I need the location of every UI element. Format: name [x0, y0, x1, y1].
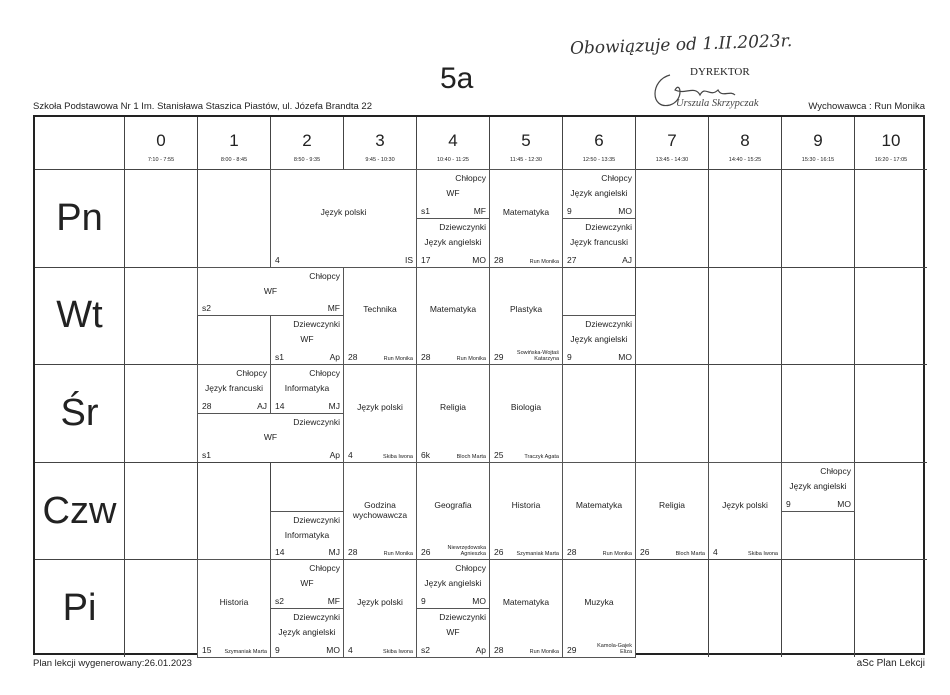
lesson-group: Dziewczynki [439, 221, 486, 232]
lesson-subject: Matematyka [502, 206, 550, 217]
lesson-teacher: Traczyk Agata [524, 453, 559, 460]
period-header [489, 117, 562, 169]
lesson-teacher: MF [327, 303, 340, 314]
period-time: 9:45 - 10:30 [365, 157, 395, 163]
lesson-subject: Historia [511, 499, 541, 510]
timetable-cell [854, 559, 927, 657]
lesson-teacher: Run Monika [383, 356, 413, 363]
lesson-subject: WF [263, 285, 278, 296]
lesson-room: 29 [494, 352, 504, 363]
period-time: 7:10 - 7:55 [147, 157, 175, 163]
lesson-subject: Muzyka [584, 597, 614, 608]
lesson-subject: Język polski [722, 499, 768, 510]
timetable-cell [781, 169, 854, 267]
lesson-room: 9 [786, 498, 791, 509]
lesson-room: 4 [713, 547, 718, 558]
lesson-room: 14 [275, 400, 285, 411]
period-number: 6 [594, 131, 604, 150]
timetable-grid [33, 115, 925, 655]
period-time: 15:30 - 16:15 [801, 157, 835, 163]
timetable-cell [781, 364, 854, 462]
lesson-teacher: MF [327, 596, 340, 607]
lesson-teacher: Skiba Iwona [748, 551, 778, 558]
lesson-teacher: MO [326, 644, 340, 655]
lesson-teacher: Kamola-Gajek Eliza [597, 642, 632, 655]
lesson-block[interactable] [489, 169, 563, 268]
lesson-group: Dziewczynki [585, 319, 632, 330]
period-number: 2 [302, 131, 312, 150]
lesson-room: 28 [348, 352, 358, 363]
period-number: 5 [521, 131, 531, 150]
lesson-room: 9 [567, 205, 572, 216]
lesson-group: Chłopcy [455, 173, 486, 183]
lesson-block[interactable] [416, 559, 490, 609]
lesson-room: 29 [567, 644, 577, 655]
lesson-subject: WF [446, 627, 460, 638]
lesson-teacher: Szymaniak Marta [224, 648, 267, 655]
lesson-teacher: Bloch Marta [675, 551, 705, 558]
lesson-room: s2 [202, 303, 211, 314]
lesson-block[interactable] [489, 364, 563, 463]
lesson-subject: Język angielski [278, 627, 336, 638]
lesson-teacher: IS [404, 254, 413, 265]
software-credit: aSc Plan Lekcji [856, 658, 925, 669]
lesson-subject: Informatyka [284, 383, 330, 394]
lesson-block[interactable] [197, 364, 271, 414]
lesson-teacher: MJ [328, 400, 340, 411]
lesson-subject: Język francuski [204, 383, 264, 394]
lesson-teacher: MO [618, 205, 632, 216]
lesson-subject: Religia [440, 401, 466, 412]
lesson-subject: Język polski [320, 206, 367, 217]
lesson-room: 26 [494, 547, 504, 558]
period-time: 16:20 - 17:05 [874, 157, 908, 163]
lesson-group: Chłopcy [236, 368, 267, 379]
lesson-room: 15 [202, 644, 212, 655]
lesson-teacher: MO [837, 498, 851, 509]
period-header [854, 117, 927, 169]
lesson-room: 26 [640, 547, 650, 558]
period-time: 8:00 - 8:45 [220, 157, 248, 163]
lesson-block[interactable] [270, 511, 344, 561]
lesson-block[interactable] [270, 559, 344, 609]
lesson-room: 28 [348, 547, 358, 558]
period-number: 7 [667, 131, 677, 150]
stamp-title: DYREKTOR [690, 66, 750, 78]
lesson-subject: Godzina wychowawcza [352, 499, 408, 520]
lesson-teacher: Ap [475, 644, 486, 655]
lesson-subject: Historia [219, 597, 249, 608]
lesson-subject: Technika [363, 304, 397, 315]
timetable-cell [708, 364, 781, 462]
lesson-subject: Język polski [357, 401, 403, 412]
lesson-block[interactable] [489, 559, 563, 658]
lesson-teacher: Ap [329, 449, 340, 460]
lesson-block[interactable] [343, 559, 417, 658]
period-time: 10:40 - 11:25 [436, 157, 469, 163]
lesson-teacher: Run Monika [602, 551, 632, 558]
lesson-group: Dziewczynki [293, 319, 340, 330]
lesson-room: 28 [494, 254, 504, 265]
lesson-teacher: Skiba Iwona [383, 453, 413, 460]
lesson-subject: WF [300, 578, 314, 589]
lesson-group: Chłopcy [601, 173, 632, 183]
timetable-cell [197, 462, 270, 560]
day-label: Pn [35, 169, 124, 267]
lesson-group: Chłopcy [309, 270, 340, 281]
lesson-teacher: MJ [328, 547, 340, 558]
lesson-block[interactable] [562, 218, 636, 268]
period-number: 10 [881, 131, 901, 150]
lesson-block[interactable] [416, 169, 490, 219]
lesson-group: Dziewczynki [293, 417, 340, 427]
timetable-cell [854, 462, 927, 560]
period-number: 3 [375, 131, 385, 150]
timetable-cell [708, 267, 781, 365]
lesson-teacher: Ap [329, 352, 340, 363]
period-time: 11:45 - 12:30 [509, 157, 542, 163]
period-header [343, 117, 416, 169]
period-header [708, 117, 781, 169]
period-number: 1 [229, 131, 239, 150]
lesson-room: 28 [567, 547, 577, 558]
lesson-teacher: MO [472, 596, 486, 607]
lesson-room: 17 [421, 254, 431, 265]
lesson-subject: Język angielski [424, 578, 482, 589]
lesson-teacher: Run Monika [529, 648, 559, 655]
lesson-room: 28 [421, 352, 431, 363]
lesson-block[interactable] [343, 267, 417, 366]
lesson-block[interactable] [489, 267, 563, 366]
lesson-subject: Matematyka [502, 597, 550, 608]
lesson-block[interactable] [416, 267, 490, 366]
period-time: 8:50 - 9:35 [293, 157, 321, 163]
lesson-subject: Plastyka [509, 304, 543, 315]
period-number: 4 [448, 131, 458, 150]
lesson-room: 9 [421, 596, 426, 607]
lesson-teacher: MF [473, 205, 486, 216]
lesson-teacher: Run Monika [529, 258, 559, 265]
lesson-room: s2 [275, 596, 284, 607]
timetable-cell [708, 169, 781, 267]
period-number: 0 [156, 131, 166, 150]
lesson-teacher: AJ [257, 400, 267, 411]
lesson-room: s2 [421, 644, 430, 655]
lesson-subject: Język angielski [570, 334, 628, 345]
lesson-teacher: Sowińska-Wojtaś Katarzyna [516, 350, 559, 363]
period-time: 14:40 - 15:25 [728, 157, 762, 163]
stamp-name: Urszula Skrzypczak [676, 98, 759, 109]
timetable-cell [854, 169, 927, 267]
lesson-room: 6k [421, 449, 430, 460]
lesson-block[interactable] [270, 169, 417, 268]
lesson-block[interactable] [562, 462, 636, 561]
lesson-teacher: Run Monika [456, 356, 486, 363]
lesson-subject: WF [263, 432, 278, 442]
lesson-block[interactable] [197, 559, 271, 658]
lesson-teacher: Niewrzędowska Agnieszka [447, 545, 486, 558]
lesson-subject: Geografia [434, 499, 472, 510]
lesson-block[interactable] [343, 364, 417, 463]
period-header [197, 117, 270, 169]
lesson-room: 26 [421, 547, 431, 558]
generated-date: Plan lekcji wygenerowany:26.01.2023 [33, 658, 192, 669]
timetable-cell [635, 559, 708, 657]
school-name: Szkoła Podstawowa Nr 1 Im. Stanisława Staszica Piastów, ul. Józefa Brandta 22 [33, 101, 372, 112]
lesson-subject: Informatyka [284, 529, 330, 540]
lesson-room: 14 [275, 547, 285, 558]
lesson-subject: Biologia [510, 401, 542, 412]
lesson-room: 4 [348, 644, 353, 655]
period-number: 8 [740, 131, 750, 150]
lesson-teacher: MO [618, 352, 632, 363]
lesson-subject: Język polski [357, 597, 403, 608]
timetable-cell [635, 169, 708, 267]
lesson-subject: Religia [659, 499, 685, 510]
lesson-teacher: AJ [622, 254, 632, 265]
lesson-subject: Język francuski [569, 236, 629, 247]
lesson-group: Dziewczynki [293, 514, 340, 525]
lesson-subject: Język angielski [424, 236, 482, 247]
lesson-group: Dziewczynki [585, 221, 632, 232]
lesson-room: 25 [494, 449, 504, 460]
lesson-teacher: Skiba Iwona [383, 648, 413, 655]
class-title: 5a [440, 62, 474, 95]
lesson-block[interactable] [635, 462, 709, 561]
lesson-group: Dziewczynki [293, 612, 340, 623]
lesson-block[interactable] [416, 364, 490, 463]
day-label: Czw [35, 462, 124, 560]
lesson-group: Chłopcy [309, 563, 340, 574]
timetable-cell [708, 559, 781, 657]
lesson-block[interactable] [270, 364, 344, 414]
lesson-block[interactable] [416, 608, 490, 658]
timetable-cell [124, 169, 197, 267]
timetable-cell [124, 559, 197, 657]
lesson-block[interactable] [489, 462, 563, 561]
lesson-subject: Język angielski [570, 188, 628, 198]
period-time: 13:45 - 14:30 [655, 157, 689, 163]
lesson-room: 28 [494, 644, 504, 655]
lesson-group: Chłopcy [820, 465, 851, 476]
lesson-block[interactable] [416, 462, 490, 561]
lesson-subject: Matematyka [429, 304, 477, 315]
lesson-subject: WF [446, 188, 460, 198]
lesson-teacher: Run Monika [383, 551, 413, 558]
period-header [124, 117, 197, 169]
timetable-cell [854, 267, 927, 365]
lesson-room: 28 [202, 400, 212, 411]
period-header [270, 117, 343, 169]
lesson-block[interactable] [416, 218, 490, 268]
lesson-block[interactable] [708, 462, 782, 561]
lesson-block[interactable] [270, 315, 344, 365]
lesson-room: 4 [275, 254, 280, 265]
timetable-cell [781, 559, 854, 657]
timetable-cell [124, 462, 197, 560]
lesson-block[interactable] [562, 169, 636, 219]
period-time: 12:50 - 13:35 [582, 157, 616, 163]
lesson-room: s1 [275, 352, 284, 363]
timetable-cell [635, 364, 708, 462]
lesson-teacher: Bloch Marta [456, 453, 486, 460]
timetable-cell [197, 169, 270, 267]
lesson-subject: WF [300, 334, 314, 345]
timetable-cell [124, 267, 197, 365]
lesson-block[interactable] [197, 413, 344, 463]
period-header [781, 117, 854, 169]
lesson-block[interactable] [562, 559, 636, 658]
lesson-block[interactable] [197, 267, 344, 317]
timetable-cell [124, 364, 197, 462]
lesson-block[interactable] [270, 608, 344, 658]
timetable-cell [854, 364, 927, 462]
period-header [562, 117, 635, 169]
period-number: 9 [813, 131, 823, 150]
timetable-cell [635, 267, 708, 365]
day-label: Śr [35, 364, 124, 462]
class-tutor: Wychowawca : Run Monika [808, 101, 925, 112]
lesson-teacher: Szymaniak Marta [516, 551, 559, 558]
lesson-teacher: MO [472, 254, 486, 265]
timetable-cell [781, 267, 854, 365]
lesson-room: 4 [348, 449, 353, 460]
lesson-group: Dziewczynki [439, 612, 486, 623]
lesson-room: s1 [421, 205, 430, 216]
day-label: Pi [35, 559, 124, 657]
lesson-block[interactable] [343, 462, 417, 561]
lesson-group: Chłopcy [455, 563, 486, 574]
lesson-group: Chłopcy [309, 368, 340, 379]
period-header [416, 117, 489, 169]
lesson-room: 9 [567, 352, 572, 363]
day-label: Wt [35, 267, 124, 365]
lesson-subject: Matematyka [575, 499, 623, 510]
lesson-room: 9 [275, 644, 280, 655]
lesson-room: s1 [202, 449, 211, 460]
period-header [635, 117, 708, 169]
lesson-room: 27 [567, 254, 577, 265]
timetable-cell [562, 364, 635, 462]
lesson-block[interactable] [562, 315, 636, 365]
lesson-block[interactable] [781, 462, 855, 512]
approval-handwritten-note: Obowiązuje od 1.II.2023r. [569, 31, 793, 59]
lesson-subject: Język angielski [789, 480, 847, 491]
